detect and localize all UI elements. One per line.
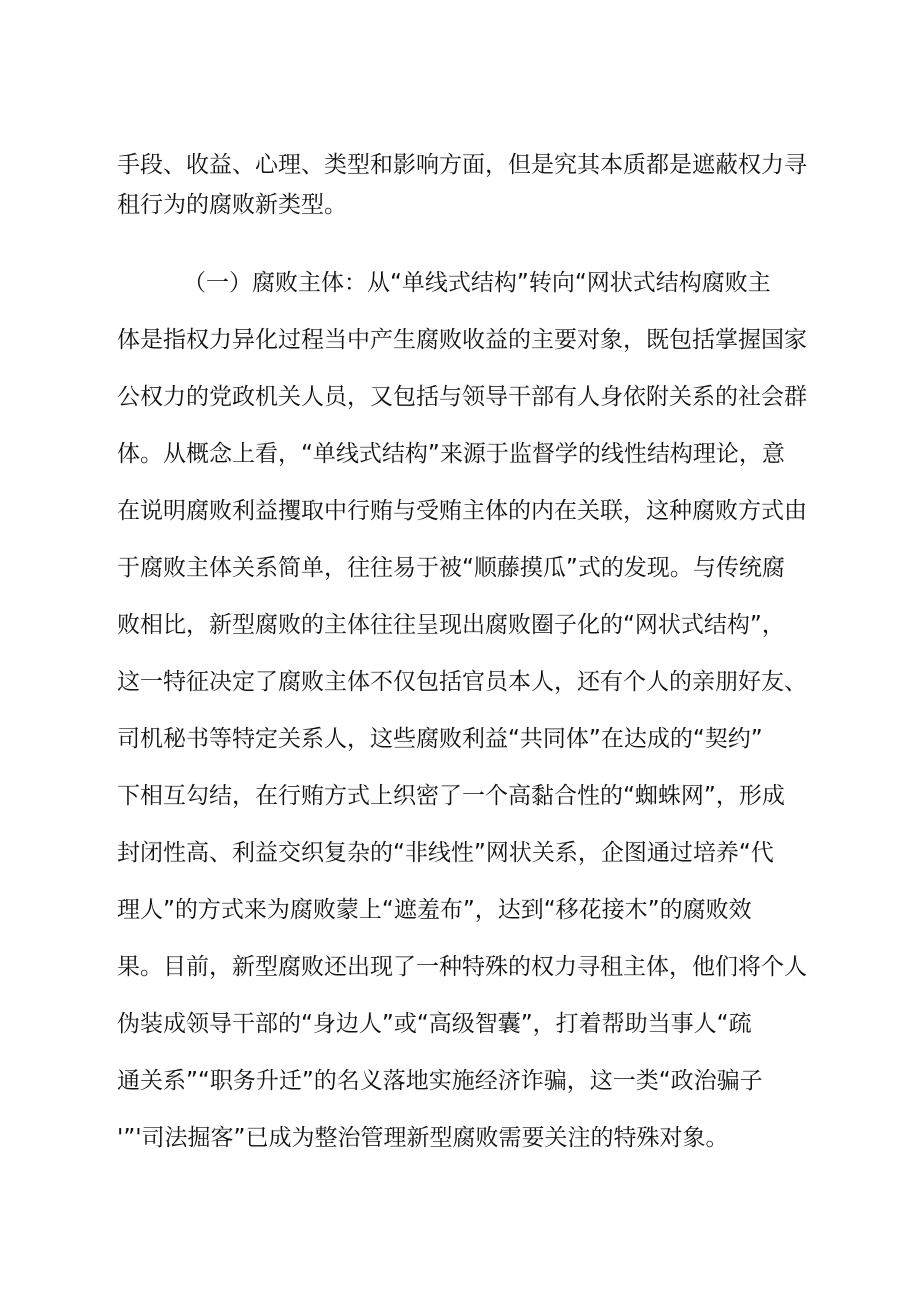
text-line: 伪装成领导干部的“身边人”或“高级智囊”，打着帮助当事人“疏 [117,1011,752,1037]
text-line: 体是指权力异化过程当中产生腐败收益的主要对象，既包括掌握国家 [117,327,807,353]
text-line: 果。目前，新型腐败还出现了一种特殊的权力寻租主体，他们将个人 [117,954,807,980]
text-line: 在说明腐败利益攫取中行贿与受贿主体的内在关联，这种腐败方式由 [117,498,807,524]
text-line: 租行为的腐败新类型。 [117,192,347,218]
text-line: 体。从概念上看，“单线式结构”来源于监督学的线性结构理论，意 [117,441,785,467]
text-line: 理人”的方式来为腐败蒙上“遮羞布”，达到“移花接木”的腐败效 [117,897,752,923]
text-line: '”'司法掘客”已成为整治管理新型腐败需要关注的特殊对象。 [117,1125,729,1151]
body-text [117,145,817,1167]
text-line: 公权力的党政机关人员，又包括与领导干部有人身依附关系的社会群 [117,384,807,410]
section-heading-line: （一）腐败主体：从“单线式结构”转向“网状式结构腐败主 [183,270,771,296]
text-line: 下相互勾结，在行贿方式上织密了一个高黏合性的“蜘蛛网”，形成 [117,783,785,809]
text-line: 这一特征决定了腐败主体不仅包括官员本人，还有个人的亲朋好友、 [117,669,807,695]
text-line: 于腐败主体关系简单，往往易于被“顺藤摸瓜”式的发现。与传统腐 [117,555,785,581]
text-line: 手段、收益、心理、类型和影响方面，但是究其本质都是遮蔽权力寻 [117,152,807,178]
text-line: 司机秘书等特定关系人，这些腐败利益“共同体”在达成的“契约” [117,726,763,752]
text-line: 封闭性高、利益交织复杂的“非线性”网状关系，企图通过培养“代 [117,840,774,866]
text-line: 败相比，新型腐败的主体往往呈现出腐败圈子化的“网状式结构”， [117,612,785,638]
text-line: 通关系”“职务升迁”的名义落地实施经济诈骗，这一类“政治骗子 [117,1068,763,1094]
